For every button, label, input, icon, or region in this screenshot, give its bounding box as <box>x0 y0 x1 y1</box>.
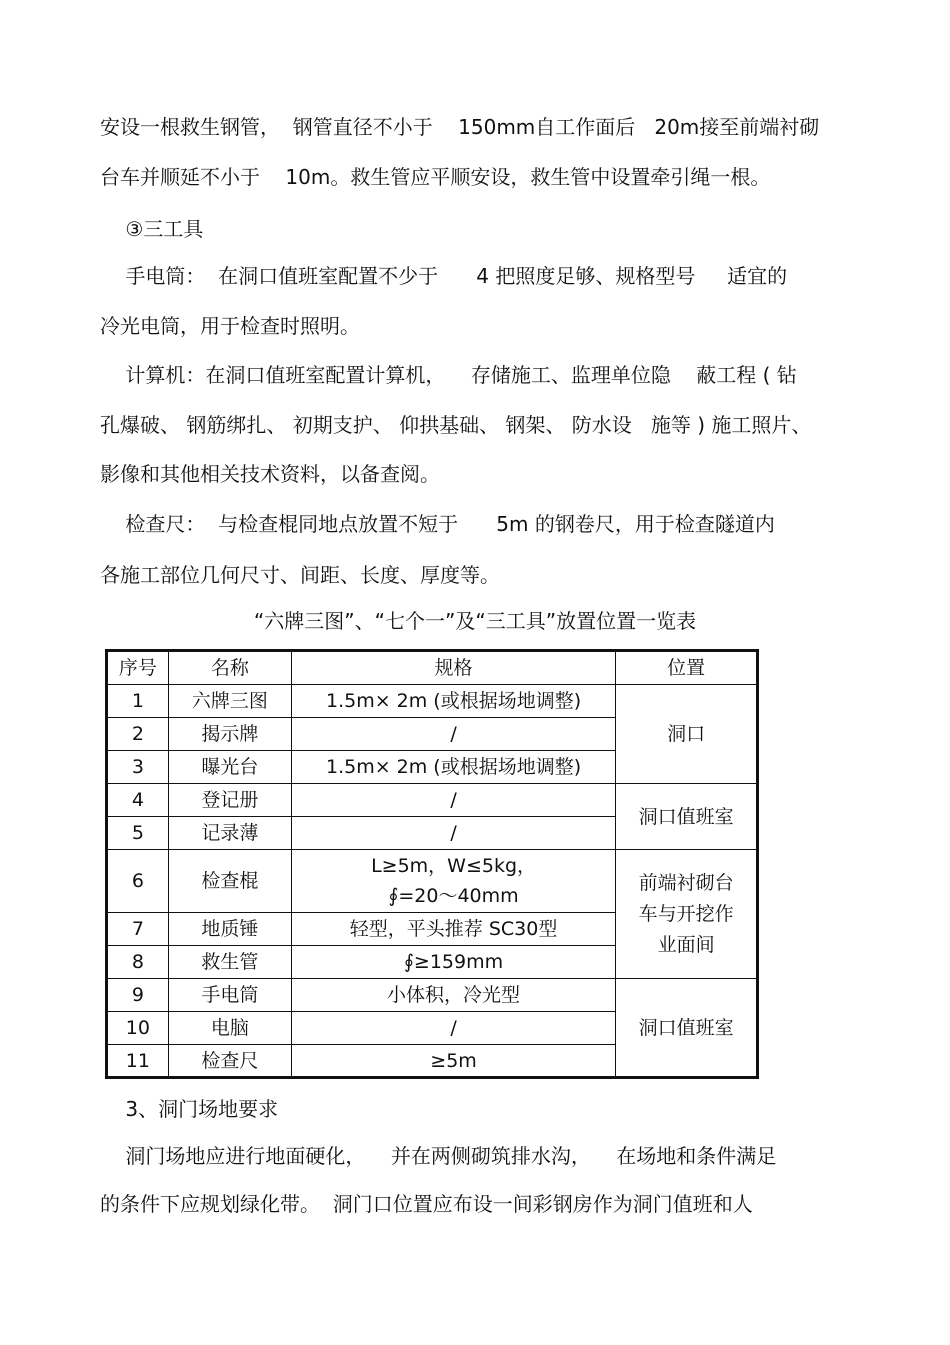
spec-line: L≥5m，W≤5kg， <box>371 855 537 877</box>
paragraph-line: 安设一根救生钢管， 钢管直径不小于 150mm自工作面后 20m接至前端衬砌 <box>100 115 820 139</box>
paragraph-line: 手电筒： 在洞口值班室配置不少于 4 把照度足够、规格型号 适宜的 <box>100 264 788 288</box>
cell-location: 洞口值班室 <box>616 979 758 1078</box>
table-row <box>107 979 758 1012</box>
table-header-row <box>107 651 758 685</box>
table-row <box>107 784 758 817</box>
cell-spec: 轻型，平头推荐 SC30型 <box>291 913 615 946</box>
cell-no: 5 <box>107 817 169 850</box>
section-heading: ③三工具 <box>100 217 204 241</box>
cell-name: 手电筒 <box>168 979 291 1012</box>
header-no: 序号 <box>107 651 169 685</box>
paragraph-line: 台车并顺延不小于 10m。救生管应平顺安设，救生管中设置牵引绳一根。 <box>100 165 771 189</box>
header-location: 位置 <box>616 651 758 685</box>
paragraph-line: 冷光电筒，用于检查时照明。 <box>100 314 360 338</box>
cell-no: 8 <box>107 946 169 979</box>
cell-spec: 1.5m× 2m (或根据场地调整) <box>291 685 615 718</box>
paragraph-line: 计算机：在洞口值班室配置计算机， 存储施工、监理单位隐 蔽工程 ( 钻 <box>100 363 797 387</box>
paragraph-line: 孔爆破、 钢筋绑扎、 初期支护、 仰拱基础、 钢架、 防水设 施等 ) 施工照片、 <box>100 413 812 437</box>
cell-no: 7 <box>107 913 169 946</box>
cell-no: 9 <box>107 979 169 1012</box>
cell-name: 检查棍 <box>168 850 291 913</box>
header-spec: 规格 <box>291 651 615 685</box>
cell-no: 10 <box>107 1012 169 1045</box>
cell-name: 六牌三图 <box>168 685 291 718</box>
paragraph-line: 的条件下应规划绿化带。 洞门口位置应布设一间彩钢房作为洞门值班和人 <box>100 1192 753 1216</box>
header-name: 名称 <box>168 651 291 685</box>
cell-no: 11 <box>107 1045 169 1078</box>
location-text: 前端衬砌台车与开挖作业面间 <box>638 871 734 956</box>
cell-spec: / <box>291 817 615 850</box>
cell-name: 检查尺 <box>168 1045 291 1078</box>
spec-line: ∮=20～40mm <box>388 885 519 907</box>
cell-spec: ∮≥159mm <box>291 946 615 979</box>
cell-no: 1 <box>107 685 169 718</box>
cell-location: 洞口值班室 <box>616 784 758 850</box>
table-title: “六牌三图”、“七个一”及“三工具”放置位置一览表 <box>253 609 697 633</box>
cell-name: 救生管 <box>168 946 291 979</box>
cell-name: 电脑 <box>168 1012 291 1045</box>
section-heading: 3、洞门场地要求 <box>100 1097 279 1121</box>
table-row <box>107 850 758 913</box>
cell-name: 地质锤 <box>168 913 291 946</box>
cell-name: 揭示牌 <box>168 718 291 751</box>
cell-spec: / <box>291 1012 615 1045</box>
table-row <box>107 685 758 718</box>
cell-spec: 1.5m× 2m (或根据场地调整) <box>291 751 615 784</box>
cell-spec: / <box>291 718 615 751</box>
cell-name: 登记册 <box>168 784 291 817</box>
placement-table <box>105 649 759 1079</box>
cell-spec <box>291 850 615 913</box>
cell-no: 3 <box>107 751 169 784</box>
cell-no: 6 <box>107 850 169 913</box>
paragraph-line: 影像和其他相关技术资料，以备查阅。 <box>100 462 440 486</box>
cell-location: 洞口 <box>616 685 758 784</box>
paragraph-line: 洞门场地应进行地面硬化， 并在两侧砌筑排水沟， 在场地和条件满足 <box>100 1144 777 1168</box>
cell-spec: / <box>291 784 615 817</box>
cell-no: 2 <box>107 718 169 751</box>
paragraph-line: 各施工部位几何尺寸、间距、长度、厚度等。 <box>100 563 500 587</box>
cell-name: 曝光台 <box>168 751 291 784</box>
cell-name: 记录薄 <box>168 817 291 850</box>
cell-location <box>616 850 758 979</box>
cell-spec: 小体积，冷光型 <box>291 979 615 1012</box>
cell-no: 4 <box>107 784 169 817</box>
paragraph-line: 检查尺： 与检查棍同地点放置不短于 5m 的钢卷尺，用于检查隧道内 <box>100 512 775 536</box>
cell-spec: ≥5m <box>291 1045 615 1078</box>
